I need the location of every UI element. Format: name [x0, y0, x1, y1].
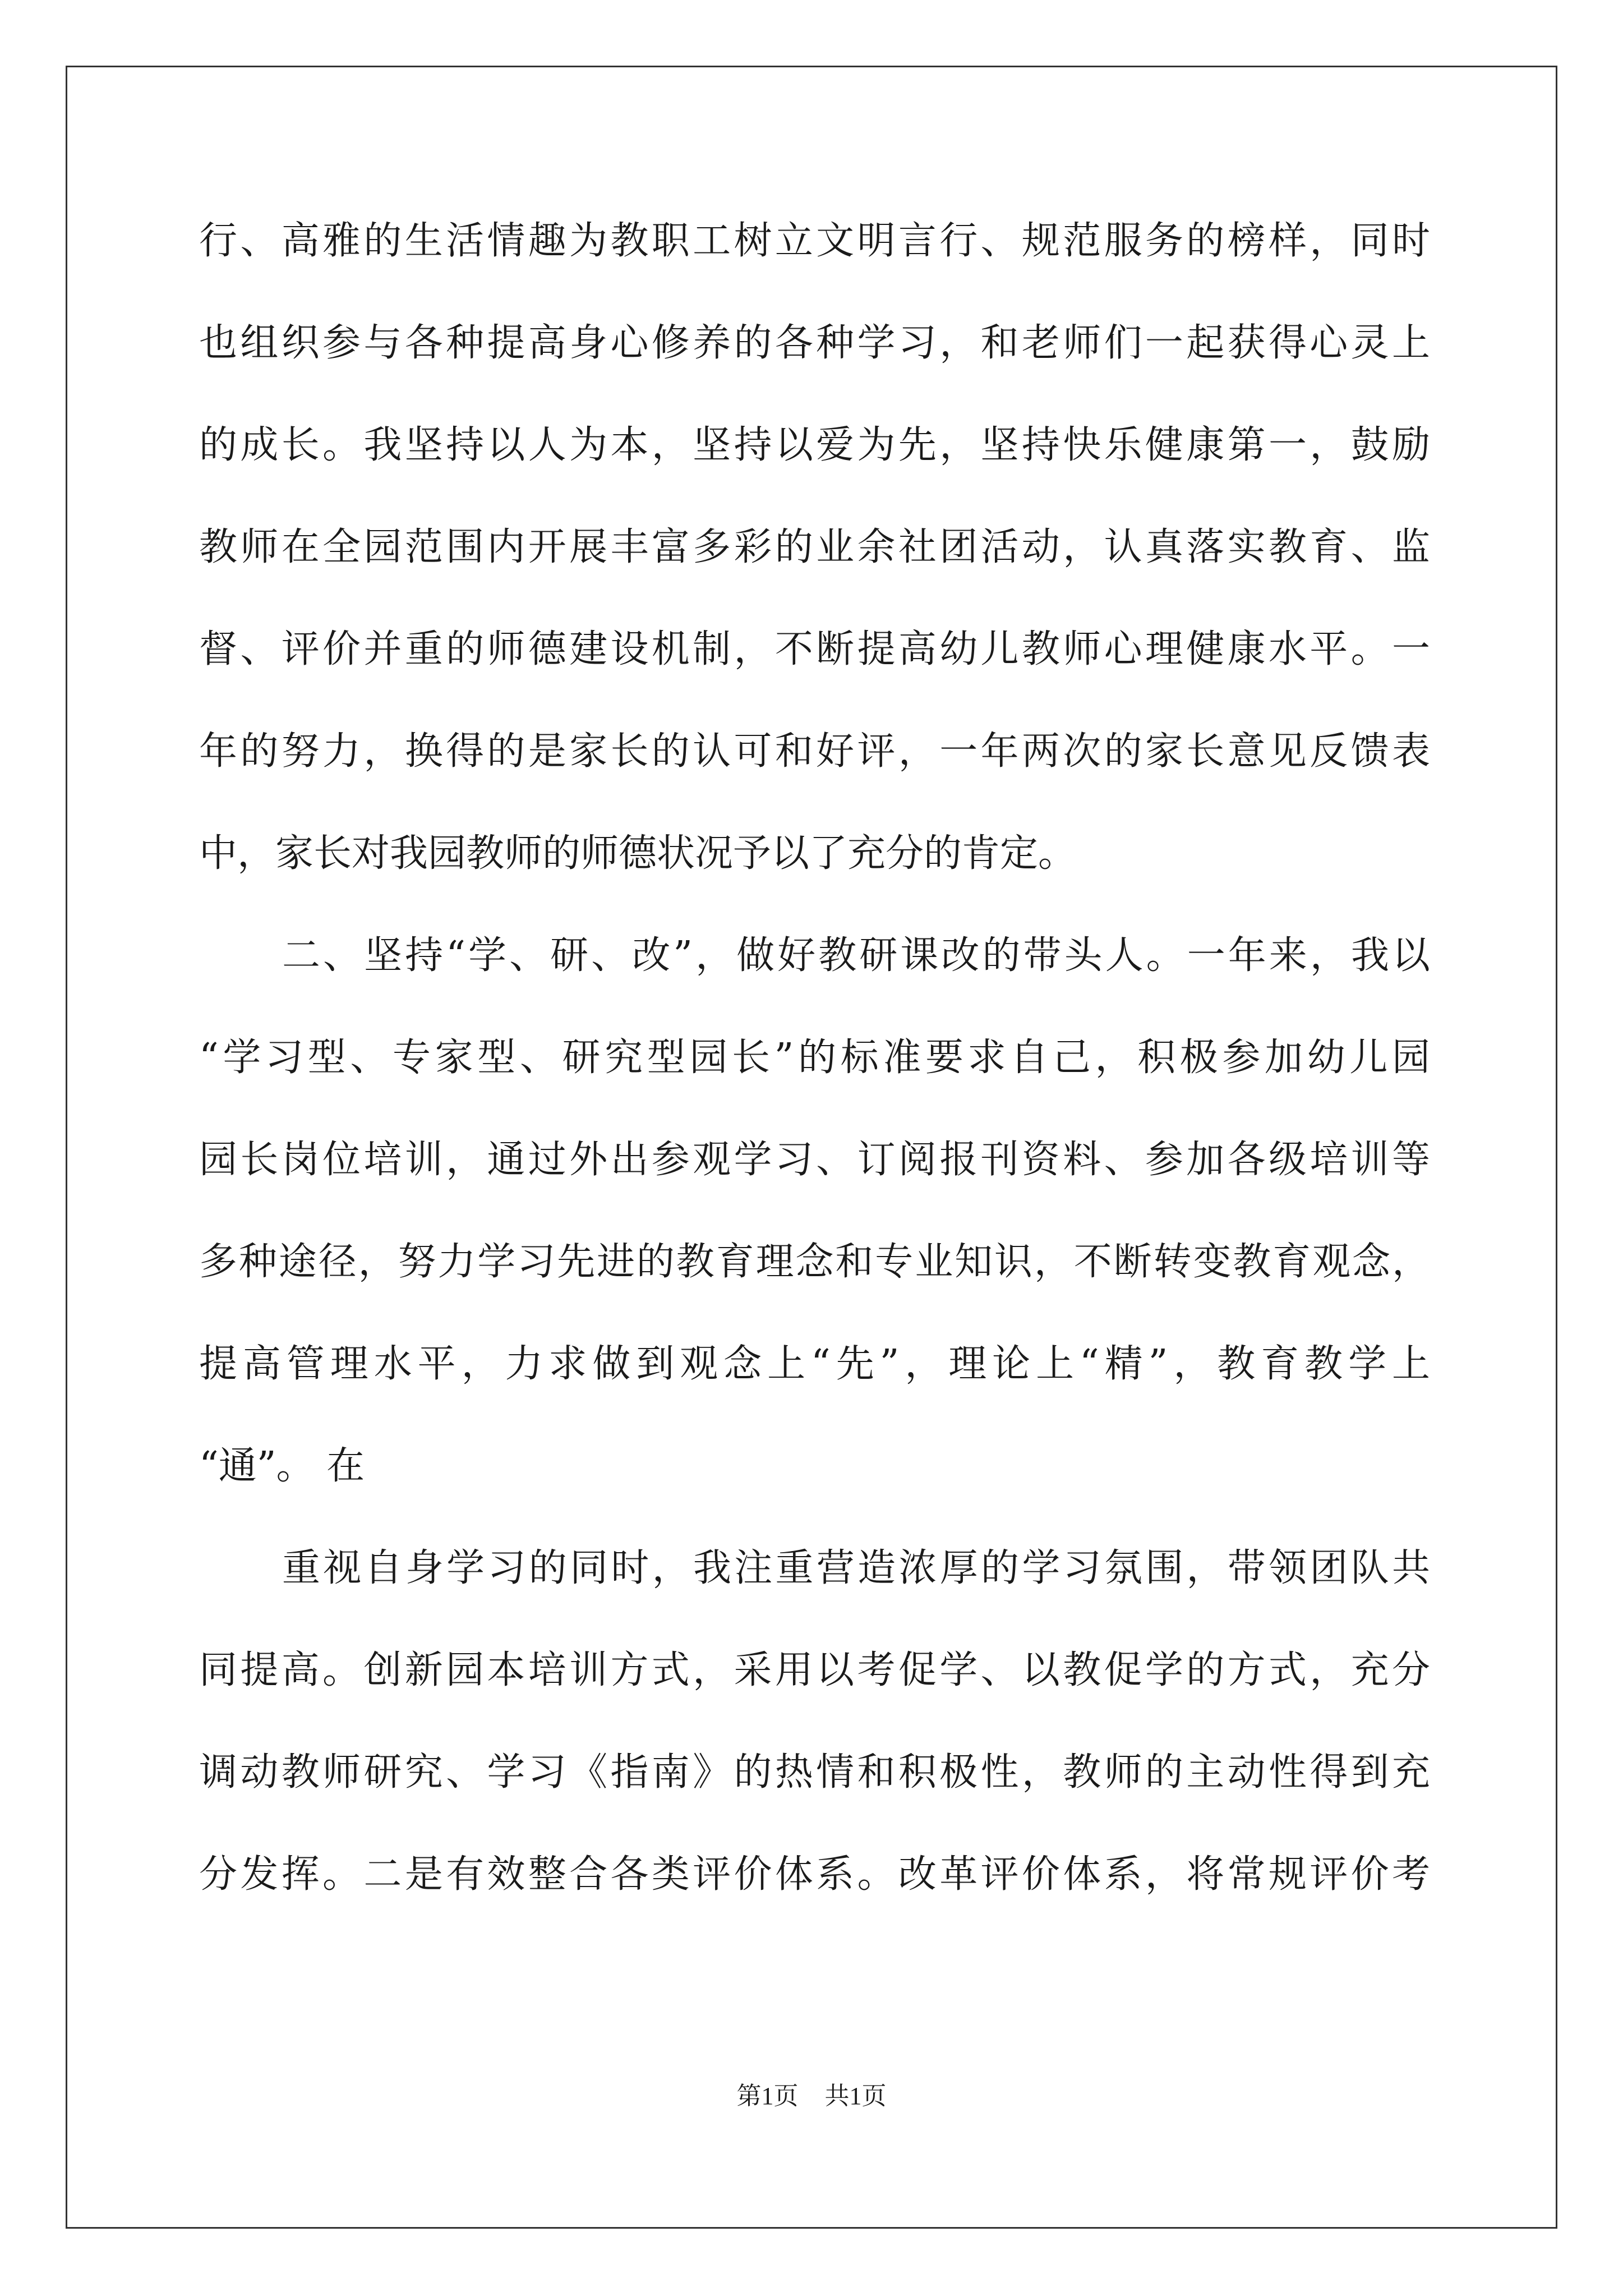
- text-line: 中，家长对我园教师的师德状况予以了充分的肯定。: [199, 831, 1077, 876]
- paragraph-first-line: 二、坚持“学、研、改”，做好教研课改的带头人。一年来，我以: [282, 933, 1430, 978]
- text-line: 年的努力，换得的是家长的认可和好评，一年两次的家长意见反馈表: [199, 729, 1430, 774]
- text-line: 多种途径，努力学习先进的教育理念和专业知识，不断转变教育观念，: [199, 1240, 1430, 1284]
- text-line: 也组织参与各种提高身心修养的各种学习，和老师们一起获得心灵上: [199, 321, 1430, 365]
- document-body: [199, 216, 1430, 1952]
- text-line: 督、评价并重的师德建设机制，不断提高幼儿教师心理健康水平。一: [199, 627, 1430, 671]
- paragraph-first-line: 重视自身学习的同时，我注重营造浓厚的学习氛围，带领团队共: [282, 1546, 1430, 1590]
- page-total: 共1页: [824, 2082, 887, 2110]
- page-number: 第1页: [736, 2082, 799, 2110]
- text-line: 的成长。我坚持以人为本，坚持以爱为先，坚持快乐健康第一，鼓励: [199, 423, 1430, 467]
- page-footer: [0, 2076, 1623, 2111]
- text-line: “学习型、专家型、研究型园长”的标准要求自己，积极参加幼儿园: [199, 1036, 1430, 1080]
- text-line: 同提高。创新园本培训方式，采用以考促学、以教促学的方式，充分: [199, 1648, 1430, 1692]
- text-line: 调动教师研究、学习《指南》的热情和积极性，教师的主动性得到充: [199, 1750, 1430, 1795]
- text-line: 分发挥。二是有效整合各类评价体系。改革评价体系，将常规评价考: [199, 1852, 1430, 1897]
- text-line: 行、高雅的生活情趣为教职工树立文明言行、规范服务的榜样，同时: [199, 219, 1430, 263]
- text-line: “通”。 在: [199, 1444, 365, 1488]
- text-line: 教师在全园范围内开展丰富多彩的业余社团活动，认真落实教育、监: [199, 525, 1430, 569]
- text-line: 提高管理水平，力求做到观念上“先”，理论上“精”，教育教学上: [199, 1342, 1430, 1386]
- text-line: 园长岗位培训，通过外出参观学习、订阅报刊资料、参加各级培训等: [199, 1138, 1430, 1182]
